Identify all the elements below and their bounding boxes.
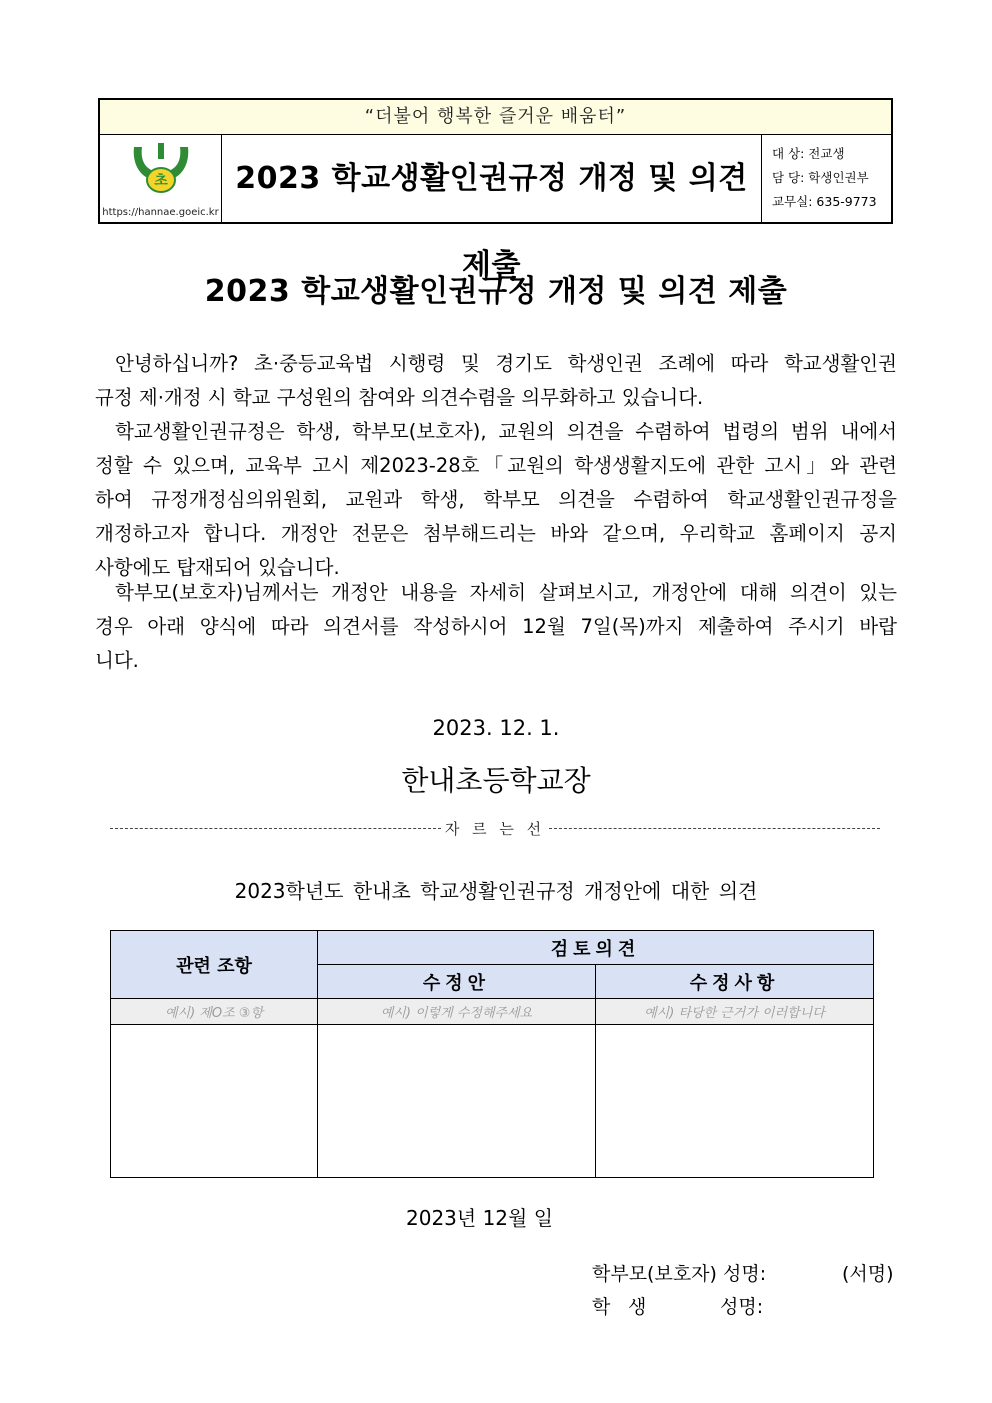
header-reason: 수정사항 bbox=[596, 965, 874, 999]
logo-character: 초 bbox=[154, 173, 168, 189]
paragraph-2-line: 정할 수 있으며, 교육부 고시 제2023-28호「교원의 학생생활지도에 관한 고시」와 관련 bbox=[95, 454, 897, 477]
info-charge: 담 당: 학생인권부 bbox=[772, 170, 869, 185]
paragraph-3 bbox=[95, 576, 897, 678]
student-label-2: 생 bbox=[628, 1296, 647, 1318]
paragraph-3-line: 학부모(보호자)님께서는 개정안 내용을 자세히 살펴보시고, 개정안에 대해 의견이 있는 bbox=[115, 581, 897, 604]
header-revision: 수정안 bbox=[318, 965, 596, 999]
paragraph-1 bbox=[95, 347, 897, 415]
parent-name-label: 학부모(보호자) 성명: bbox=[592, 1263, 767, 1285]
form-date: 2023년 12월 일 bbox=[406, 1206, 554, 1230]
paragraph-2-line: 하여 규정개정심의위원회, 교원과 학생, 학부모 의견을 수렴하여 학교생활인권규정을 bbox=[95, 488, 897, 511]
example-related: 예시) 제O조 ③항 bbox=[111, 999, 318, 1025]
paragraph-1-line: 규정 제·개정 시 학교 구성원의 참여와 의견수렴을 의무화하고 있습니다. bbox=[95, 386, 704, 409]
input-reason[interactable] bbox=[596, 1025, 874, 1178]
dashed-divider bbox=[110, 828, 441, 829]
header-review-opinion: 검토의견 bbox=[318, 931, 874, 965]
input-related-article[interactable] bbox=[111, 1025, 318, 1178]
dashed-divider bbox=[549, 828, 880, 829]
header-related-article: 관련 조항 bbox=[111, 931, 318, 999]
form-title: 2023학년도 한내초 학교생활인권규정 개정안에 대한 의견 bbox=[234, 879, 758, 903]
school-logo-cell bbox=[100, 135, 222, 222]
parent-sign-label: (서명) bbox=[842, 1263, 894, 1285]
school-logo-icon bbox=[131, 143, 191, 195]
principal-name: 한내초등학교장 bbox=[401, 764, 591, 797]
paragraph-1-line: 안녕하십니까? 초·중등교육법 시행령 및 경기도 학생인권 조례에 따라 학교생활인권 bbox=[115, 352, 897, 375]
cut-line bbox=[110, 818, 880, 838]
example-revision: 예시) 이렇게 수정해주세요 bbox=[318, 999, 596, 1025]
paragraph-3-line: 경우 아래 양식에 따라 의견서를 작성하시어 12월 7일(목)까지 제출하여 주시기 바랍 bbox=[95, 615, 897, 638]
header-info bbox=[762, 135, 891, 222]
paragraph-2-line: 사항에도 탑재되어 있습니다. bbox=[95, 556, 340, 579]
info-target: 대 상: 전교생 bbox=[772, 146, 845, 161]
input-revision[interactable] bbox=[318, 1025, 596, 1178]
paragraph-2-line: 학교생활인권규정은 학생, 학부모(보호자), 교원의 의견을 수렴하여 법령의 범위 내에서 bbox=[115, 420, 897, 443]
opinion-table bbox=[110, 930, 874, 1178]
example-reason: 예시) 타당한 근거가 이러합니다 bbox=[596, 999, 874, 1025]
student-name-label: 성명: bbox=[720, 1296, 764, 1318]
header-title: 2023 학교생활인권규정 개정 및 의견 제출 bbox=[222, 135, 762, 222]
document-title: 2023 학교생활인권규정 개정 및 의견 제출 bbox=[204, 274, 788, 309]
paragraph-3-line: 니다. bbox=[95, 649, 139, 672]
header-box bbox=[98, 98, 893, 283]
school-url: https://hannae.goeic.kr bbox=[102, 207, 219, 218]
info-office: 교무실: 635-9773 bbox=[772, 194, 877, 209]
school-slogan: “더불어 행복한 즐거운 배움터” bbox=[100, 100, 891, 135]
student-label-1: 학 bbox=[592, 1296, 611, 1318]
paragraph-2-line: 개정하고자 합니다. 개정안 전문은 첨부해드리는 바와 같으며, 우리학교 홈페이지 공지 bbox=[95, 522, 897, 545]
paragraph-2 bbox=[95, 415, 897, 585]
cut-line-label: 자 르 는 선 bbox=[444, 819, 546, 838]
issue-date: 2023. 12. 1. bbox=[432, 716, 560, 740]
